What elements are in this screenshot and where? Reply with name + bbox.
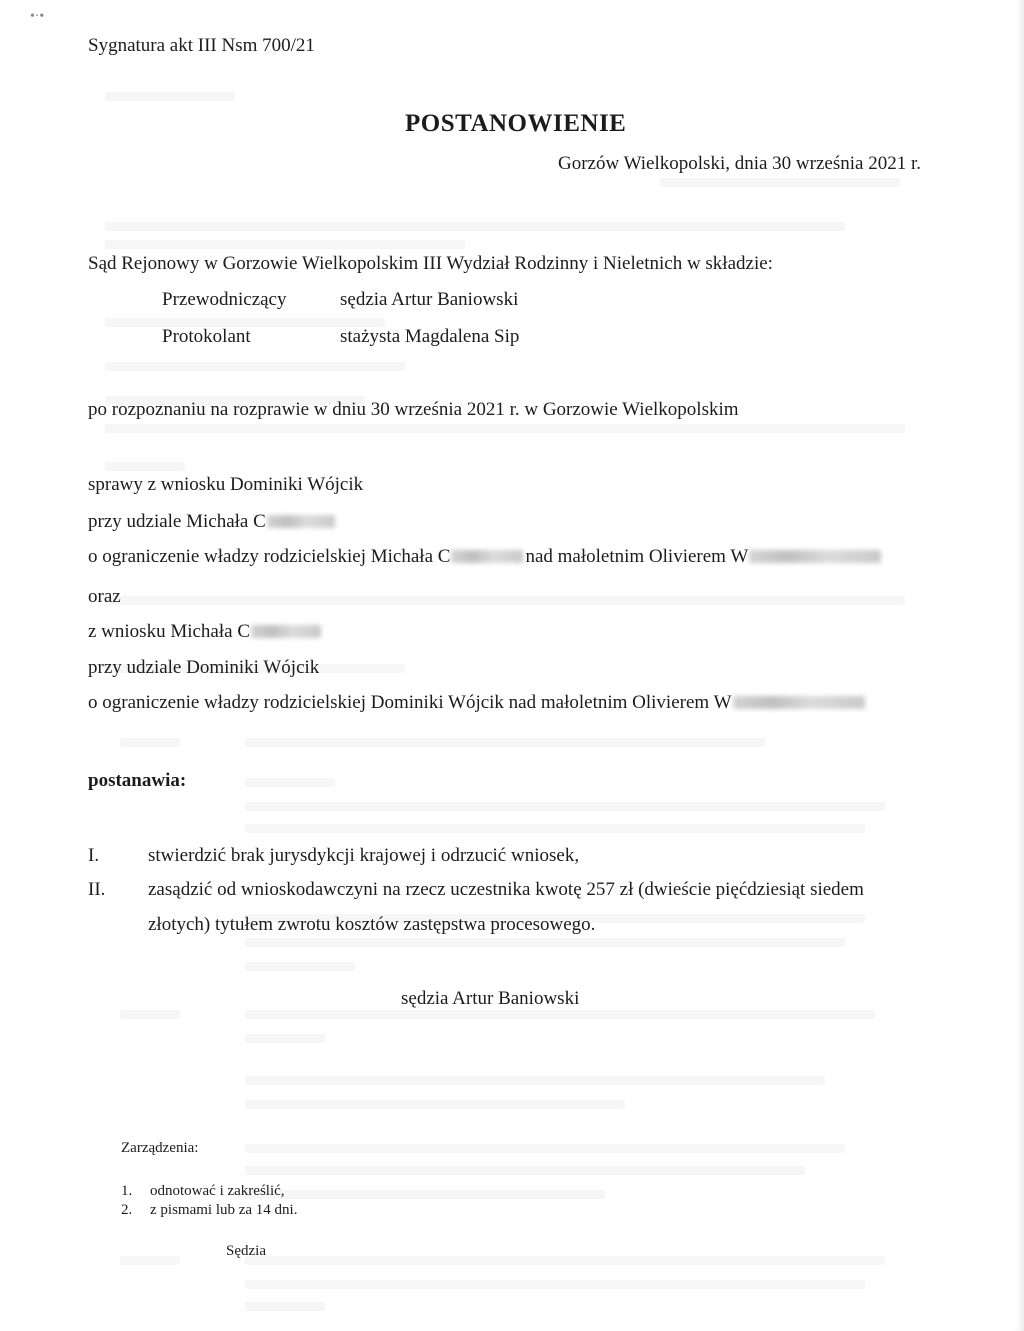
redacted-surname	[267, 515, 335, 528]
order-number-1: 1.	[121, 1183, 133, 1199]
redacted-surname	[733, 696, 865, 709]
place-date: Gorzów Wielkopolski, dnia 30 września 2021 r.	[558, 153, 921, 174]
orders-heading: Zarządzenia:	[121, 1140, 199, 1156]
decision-number-1: I.	[88, 845, 100, 866]
case-signature: Sygnatura akt III Nsm 700/21	[88, 35, 315, 56]
judge-signature: sędzia Artur Baniowski	[401, 988, 580, 1009]
redacted-surname	[251, 625, 321, 638]
decision-heading: postanawia:	[88, 770, 187, 791]
member-name-clerk: stażysta Magdalena Sip	[340, 326, 520, 347]
hearing-line: po rozpoznaniu na rozprawie w dniu 30 września 2021 r. w Gorzowie Wielkopolskim	[88, 399, 739, 420]
case-line-3-text-b: nad małoletnim Olivierem W	[525, 546, 749, 567]
member-role-chair: Przewodniczący	[162, 289, 287, 310]
member-name-chair: sędzia Artur Baniowski	[340, 289, 519, 310]
case-line-4: oraz	[88, 586, 121, 607]
case-line-5-text: z wniosku Michała C	[88, 621, 251, 642]
order-text-1: odnotować i zakreślić,	[150, 1183, 285, 1199]
case-line-3-text-a: o ograniczenie władzy rodzicielskiej Michała C	[88, 546, 451, 567]
court-composition: Sąd Rejonowy w Gorzowie Wielkopolskim III Wydział Rodzinny i Nieletnich w składzie:	[88, 253, 773, 274]
case-line-5	[88, 621, 321, 643]
redacted-surname	[451, 550, 523, 563]
decision-number-2: II.	[88, 879, 106, 900]
orders-signer: Sędzia	[226, 1243, 266, 1259]
member-role-clerk: Protokolant	[162, 326, 251, 347]
document-title: POSTANOWIENIE	[405, 110, 627, 137]
case-line-1: sprawy z wniosku Dominiki Wójcik	[88, 474, 364, 495]
case-line-6: przy udziale Dominiki Wójcik	[88, 657, 320, 678]
decision-text-1: stwierdzić brak jurysdykcji krajowej i odrzucić wniosek,	[148, 845, 580, 866]
case-line-7-text: o ograniczenie władzy rodzicielskiej Dominiki Wójcik nad małoletnim Olivierem W	[88, 692, 732, 713]
order-text-2: z pismami lub za 14 dni.	[150, 1202, 298, 1218]
case-line-2-text: przy udziale Michała C	[88, 511, 266, 532]
decision-text-2: zasądzić od wnioskodawczyni na rzecz uczestnika kwotę 257 zł (dwieście pięćdziesiąt siedem	[148, 879, 864, 900]
case-line-7	[88, 692, 865, 714]
case-line-2	[88, 511, 335, 533]
scan-specks: •⋅•	[30, 9, 45, 24]
case-line-3	[88, 546, 881, 568]
order-number-2: 2.	[121, 1202, 133, 1218]
redacted-surname	[749, 550, 881, 563]
decision-text-2-cont: złotych) tytułem zwrotu kosztów zastępstwa procesowego.	[148, 914, 596, 935]
